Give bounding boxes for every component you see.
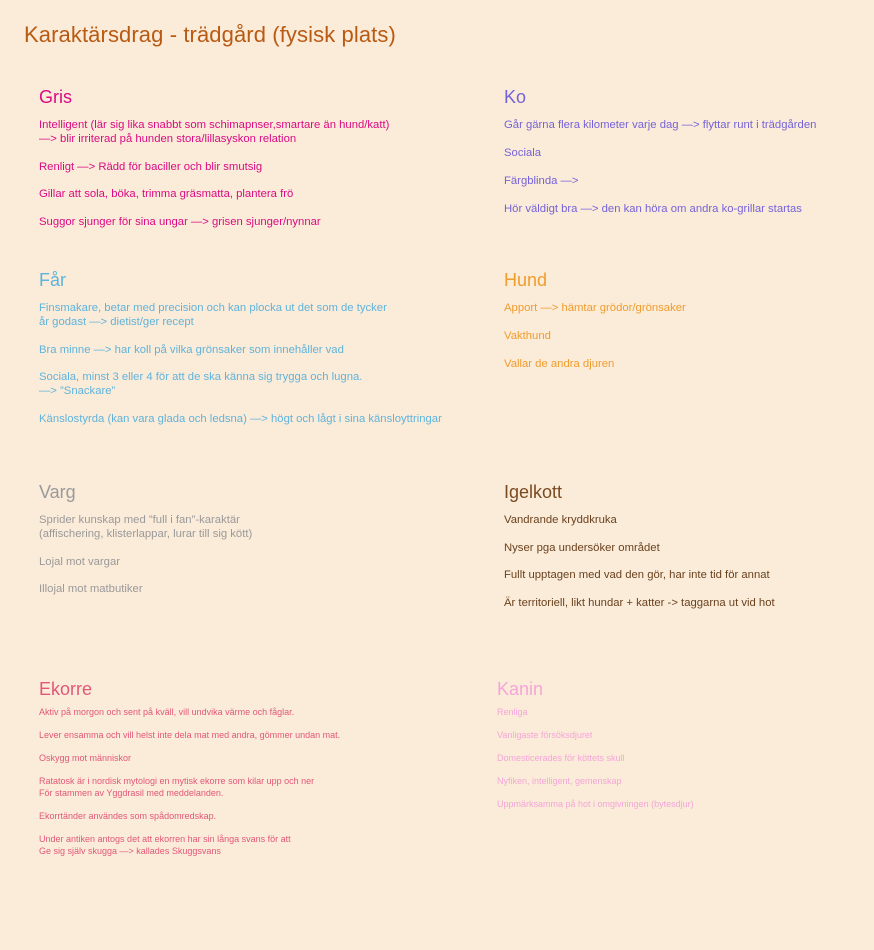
trait-item: Under antiken antogs det att ekorren har sin långa svans för att Ge sig själv skugga —> kallades Skuggsvans (39, 834, 291, 856)
trait-item: Renliga (497, 707, 528, 717)
trait-item: Är territoriell, likt hundar + katter -> taggarna ut vid hot (504, 596, 775, 609)
trait-item: Finsmakare, betar med precision och kan plocka ut det som de tycker år godast —> dietist/ger recept (39, 302, 387, 328)
trait-item: Uppmärksamma på hot i omgivningen (bytesdjur) (497, 799, 694, 809)
section-heading: Ekorre (39, 679, 93, 699)
trait-item: Intelligent (lär sig lika snabbt som schimapnser,smartare än hund/katt) —> blir irriterad på hunden stora/lillasyskon relation (39, 119, 390, 145)
section-far (39, 269, 479, 439)
trait-item: Illojal mot matbutiker (39, 583, 143, 595)
trait-list (39, 513, 479, 596)
section-heading: Ko (504, 87, 527, 107)
trait-item: Oskygg mot människor (39, 753, 132, 763)
trait-list (497, 706, 857, 810)
trait-item: Nyfiken, intelligent, gemenskap (497, 776, 622, 786)
trait-item: Bra minne —> har koll på vilka grönsaker som innehåller vad (39, 343, 344, 356)
trait-item: Ratatosk är i nordisk mytologi en mytisk ekorre som kilar upp och ner För stammen av Yggdrasil med meddelanden. (39, 776, 315, 798)
trait-item: Lever ensamma och vill helst inte dela mat med andra, gömmer undan mat. (39, 730, 341, 740)
section-heading: Hund (504, 270, 548, 290)
trait-item: Går gärna flera kilometer varje dag —> flyttar runt i trädgården (504, 119, 817, 131)
trait-item: Vakthund (504, 330, 551, 342)
trait-item: Sociala, minst 3 eller 4 för att de ska känna sig trygga och lugna. —> ”Snackare” (39, 371, 363, 397)
trait-list (504, 301, 864, 371)
trait-item: Gillar att sola, böka, trimma gräsmatta, plantera frö (39, 188, 294, 200)
trait-list (39, 118, 479, 229)
section-kanin (497, 678, 857, 821)
section-igelkott (504, 481, 864, 623)
trait-list (504, 118, 864, 216)
trait-item: Apport —> hämtar grödor/grönsaker (504, 302, 686, 314)
section-hund (504, 269, 864, 385)
section-heading: Gris (39, 87, 72, 107)
trait-item: Sociala (504, 147, 542, 159)
trait-item: Färgblinda —> (504, 175, 579, 187)
section-heading: Kanin (497, 679, 544, 699)
page-title: Karaktärsdrag - trädgård (fysisk plats) (24, 22, 396, 47)
trait-item: Känslostyrda (kan vara glada och ledsna) —> högt och lågt i sina känsloyttringar (39, 412, 442, 425)
trait-item: Vallar de andra djuren (504, 358, 615, 370)
section-varg (39, 481, 479, 610)
trait-item: Fullt upptagen med vad den gör, har inte tid för annat (504, 569, 770, 581)
trait-item: Domesticerades för köttets skull (497, 753, 625, 763)
trait-list (39, 706, 479, 857)
section-ekorre (39, 678, 479, 868)
trait-item: Sprider kunskap med ”full i fan”-karaktär (affischering, klisterlappar, lurar till sig kött) (39, 514, 253, 540)
section-heading: Varg (39, 482, 76, 502)
trait-item: Vandrande kryddkruka (504, 514, 617, 526)
section-heading: Igelkott (504, 482, 563, 502)
section-ko (504, 86, 864, 230)
trait-item: Suggor sjunger för sina ungar —> grisen sjunger/nynnar (39, 215, 321, 228)
section-heading: Får (39, 270, 66, 290)
trait-item: Nyser pga undersöker området (504, 541, 660, 554)
trait-item: Lojal mot vargar (39, 555, 120, 568)
trait-list (504, 513, 864, 610)
trait-item: Aktiv på morgon och sent på kväll, vill undvika värme och fåglar. (39, 707, 295, 717)
section-gris (39, 86, 479, 242)
trait-list (39, 301, 479, 426)
trait-item: Ekorrtänder användes som spådomredskap. (39, 811, 217, 821)
trait-item: Vanligaste försöksdjuret (497, 730, 593, 740)
trait-item: Renligt —> Rädd för baciller och blir smutsig (39, 160, 263, 173)
trait-item: Hör väldigt bra —> den kan höra om andra ko-grillar startas (504, 203, 802, 215)
